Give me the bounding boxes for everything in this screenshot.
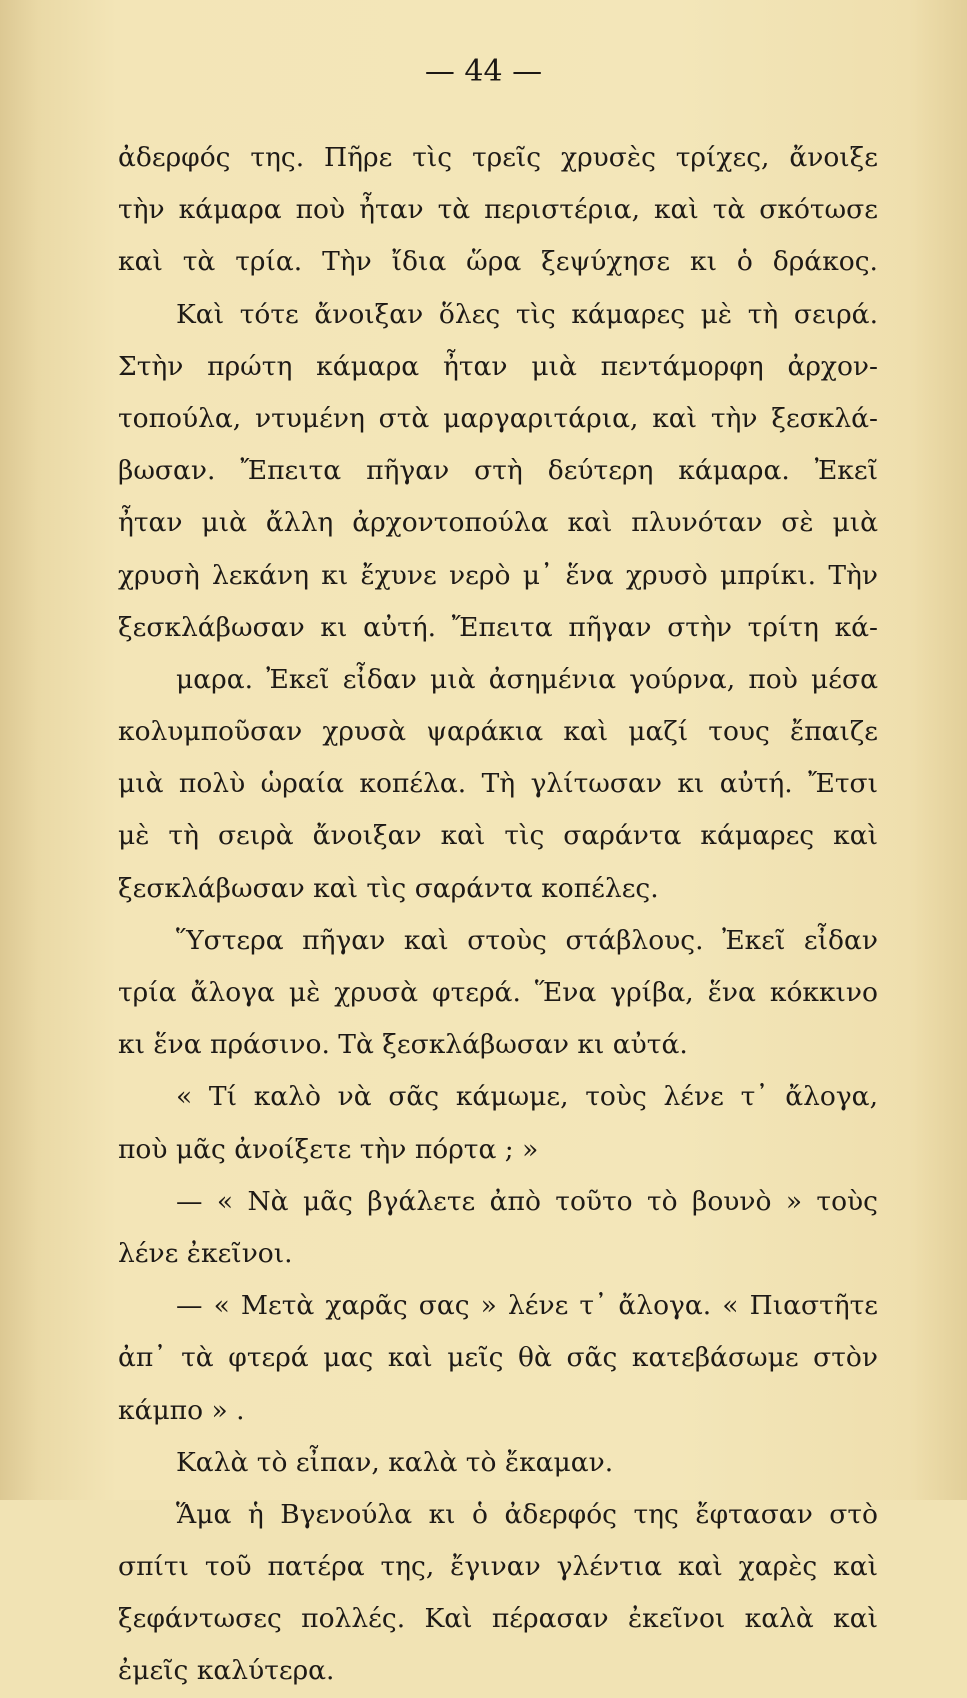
text-line: σπίτι τοῦ πατέρα της, ἔγιναν γλέντια καὶ χαρὲς καὶ: [118, 1551, 878, 1583]
text-line: ξεφάντωσες πολλές. Καὶ πέρασαν ἐκεῖνοι καλὰ καὶ: [118, 1603, 878, 1635]
text-line: Στὴν πρώτη κάμαρα ἦταν μιὰ πεντάμορφη ἀρχον-: [118, 350, 878, 382]
text-line: ἐμεῖς καλύτερα.: [118, 1655, 335, 1687]
text-line: Ὕστερα πῆγαν καὶ στοὺς στάβλους. Ἐκεῖ εἶδαν: [176, 924, 878, 956]
page-number: — 44 —: [424, 54, 543, 89]
text-line: Καλὰ τὸ εἶπαν, καλὰ τὸ ἔκαμαν.: [176, 1446, 614, 1478]
text-line: κάμπο » .: [118, 1394, 245, 1426]
text-line: Ἅμα ἡ Βγενούλα κι ὁ ἀδερφός της ἔφτασαν στὸ: [176, 1498, 878, 1530]
text-line: κι ἕνα πράσινο. Τὰ ξεσκλάβωσαν κι αὐτά.: [118, 1029, 688, 1061]
text-line: ποὺ μᾶς ἀνοίξετε τὴν πόρτα ; »: [118, 1133, 539, 1165]
page-text: [118, 132, 878, 1698]
text-line: Καὶ τότε ἄνοιξαν ὅλες τὶς κάμαρες μὲ τὴ σειρά.: [176, 298, 878, 330]
text-line: μιὰ πολὺ ὡραία κοπέλα. Τὴ γλίτωσαν κι αὐτή. Ἔτσι: [118, 768, 878, 800]
text-line: ἀδερφός της. Πῆρε τὶς τρεῖς χρυσὲς τρίχες, ἄνοιξε: [118, 142, 878, 173]
text-line: λένε ἐκεῖνοι.: [118, 1237, 293, 1269]
text-line: ξεσκλάβωσαν καὶ τὶς σαράντα κοπέλες.: [118, 872, 659, 904]
text-line: ξεσκλάβωσαν κι αὐτή. Ἔπειτα πῆγαν στὴν τρίτη κά-: [118, 611, 878, 643]
text-line: — « Μετὰ χαρᾶς σας » λένε τ᾿ ἄλογα. « Πιαστῆτε: [176, 1290, 878, 1322]
text-line: τὴν κάμαρα ποὺ ἦταν τὰ περιστέρια, καὶ τὰ σκότωσε: [118, 194, 878, 226]
text-line: τρία ἄλογα μὲ χρυσὰ φτερά. Ἕνα γρίβα, ἕνα κόκκινο: [118, 977, 878, 1008]
text-line: καὶ τὰ τρία. Τὴν ἴδια ὥρα ξεψύχησε κι ὁ δράκος.: [118, 246, 878, 278]
text-line: μαρα. Ἐκεῖ εἶδαν μιὰ ἀσημένια γούρνα, ποὺ μέσα: [176, 663, 878, 695]
text-line: μὲ τὴ σειρὰ ἄνοιξαν καὶ τὶς σαράντα κάμαρες καὶ: [118, 820, 878, 852]
text-line: ἀπ᾿ τὰ φτερά μας καὶ μεῖς θὰ σᾶς κατεβάσωμε στὸν: [118, 1342, 878, 1374]
text-line: χρυσὴ λεκάνη κι ἔχυνε νερὸ μ᾿ ἕνα χρυσὸ μπρίκι. Τὴν: [118, 559, 878, 591]
text-line: βωσαν. Ἔπειτα πῆγαν στὴ δεύτερη κάμαρα. Ἐκεῖ: [118, 455, 878, 487]
text-line: ἦταν μιὰ ἄλλη ἀρχοντοπούλα καὶ πλυνόταν σὲ μιὰ: [118, 507, 878, 539]
text-line: τοπούλα, ντυμένη στὰ μαργαριτάρια, καὶ τὴν ξεσκλά-: [118, 402, 878, 434]
text-line: κολυμποῦσαν χρυσὰ ψαράκια καὶ μαζί τους ἔπαιζε: [118, 716, 878, 748]
text-line: « Τί καλὸ νὰ σᾶς κάμωμε, τοὺς λένε τ᾿ ἄλογα,: [176, 1081, 878, 1113]
text-line: — « Νὰ μᾶς βγάλετε ἀπὸ τοῦτο τὸ βουνὸ » τοὺς: [176, 1185, 878, 1217]
